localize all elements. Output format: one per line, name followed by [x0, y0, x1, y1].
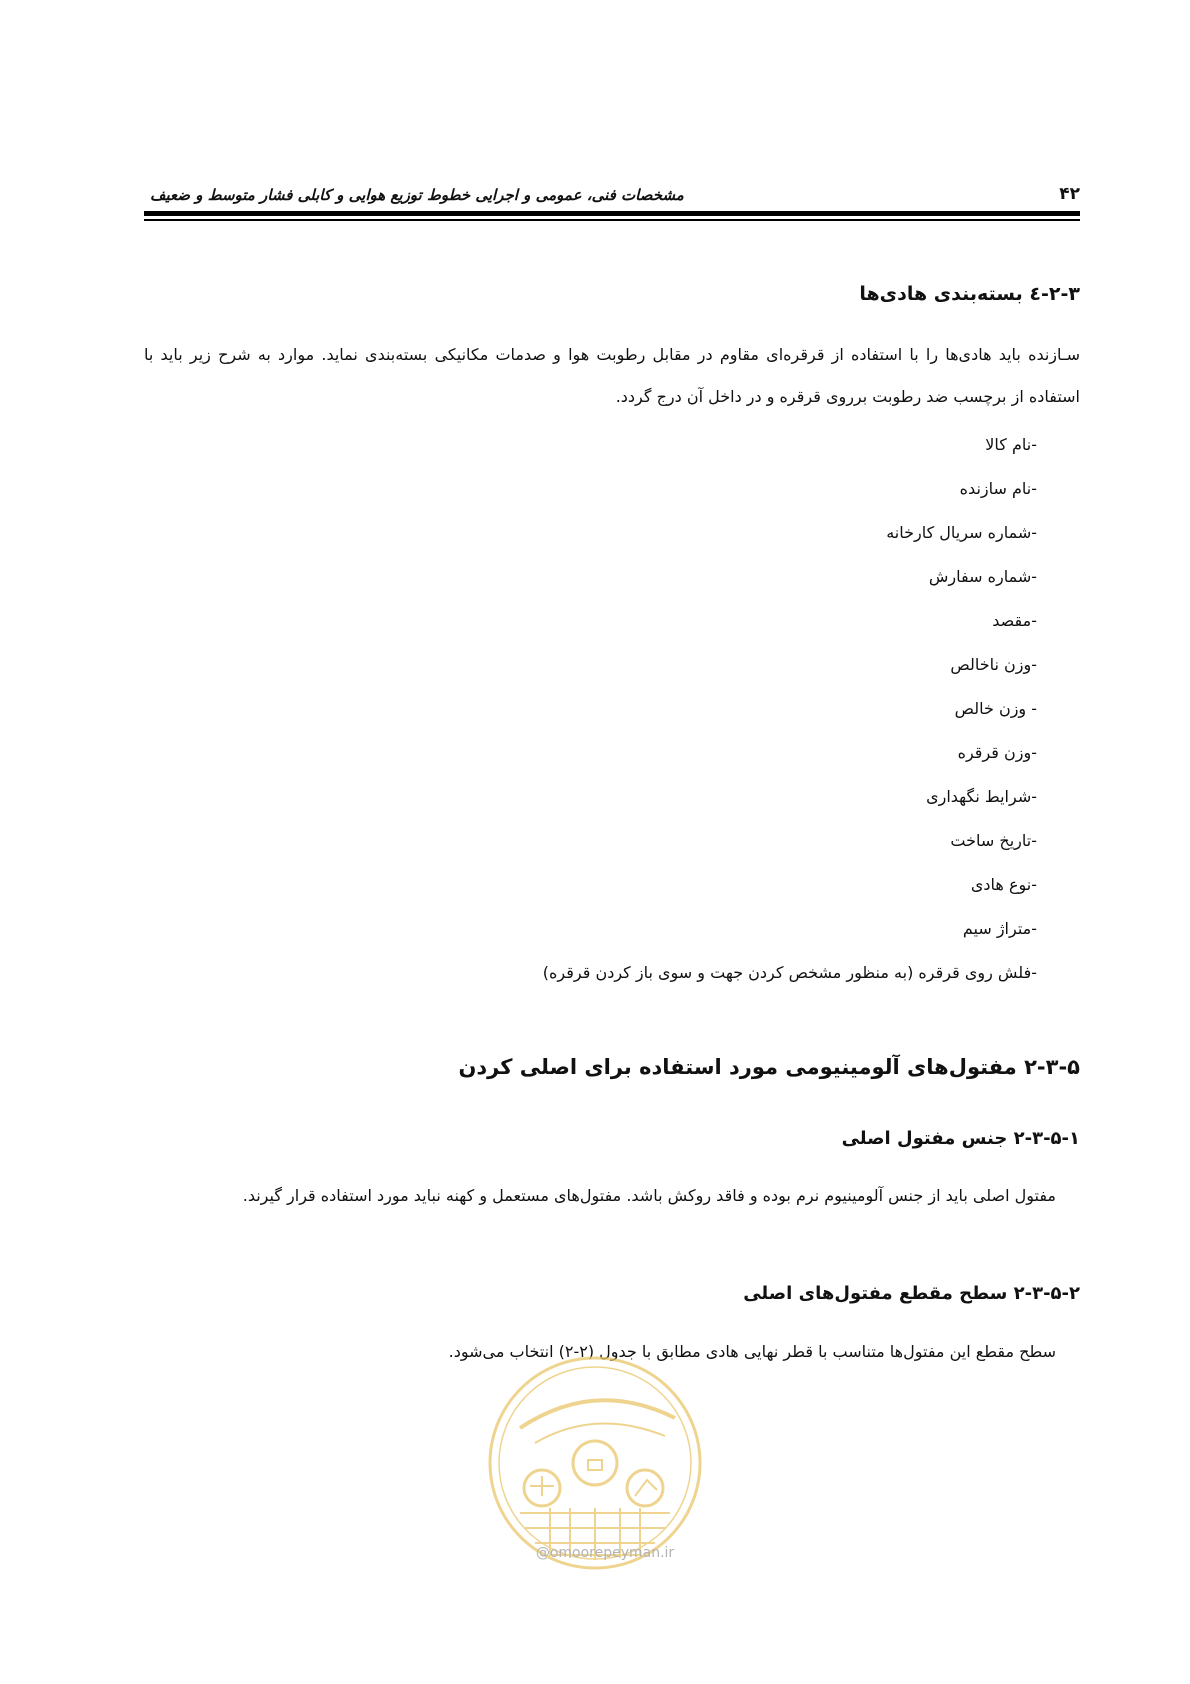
- list-item: -وزن قرقره: [957, 743, 1037, 762]
- list-item: -نام سازنده: [959, 479, 1037, 498]
- cross-section-paragraph: سطح مقطع این مفتول‌ها متناسب با قطر نهایی هادی مطابق با جدول (۲-۲) انتخاب می‌شود.: [448, 1342, 1056, 1361]
- list-item: -متراژ سیم: [962, 919, 1037, 938]
- header-rule-thin: [144, 219, 1080, 221]
- section-heading-aluminium-wires: ۲-۳-۵ مفتول‌های آلومینیومی مورد استفاده برای اصلی کردن: [458, 1055, 1080, 1079]
- watermark-url: @omoorepeyman.ir: [535, 1545, 675, 1561]
- list-item: -نوع هادی: [970, 875, 1037, 894]
- list-item: -شماره سریال کارخانه: [886, 523, 1037, 542]
- list-item: -نام کالا: [985, 435, 1037, 454]
- list-item: -وزن ناخالص: [950, 655, 1037, 674]
- list-item: - وزن خالص: [954, 699, 1037, 718]
- wire-material-paragraph: مفتول اصلی باید از جنس آلومینیوم نرم بوده و فاقد روکش باشد. مفتول‌های مستعمل و کهنه نباید مورد استفاده قرار گیرند.: [242, 1186, 1056, 1205]
- subsection-heading-cross-section: ۲-۳-۵-۲ سطح مقطع مفتول‌های اصلی: [743, 1283, 1080, 1304]
- header-rule-thick: [144, 211, 1080, 216]
- page-number: ۴۲: [1059, 184, 1080, 204]
- running-header-title: مشخصات فنی، عمومی و اجرایی خطوط توزیع هوایی و کابلی فشار متوسط و ضعیف: [150, 186, 684, 204]
- list-item: -شرایط نگهداری: [926, 787, 1037, 806]
- subsection-heading-wire-material: ۲-۳-۵-۱ جنس مفتول اصلی: [841, 1128, 1080, 1149]
- watermark-logo: [480, 1348, 710, 1578]
- packaging-paragraph: سـازنده باید هادی‌ها را با استفاده از قرقره‌ای مقاوم در مقابل رطوبت هوا و صدمات مکانیکی بسته‌بندی نماید. موارد به شرح زیر باید با استفاده از برچسب ضد رطوبت برروی قرقره و در داخل آن درج گردد.: [144, 345, 1080, 406]
- list-item: -تاریخ ساخت: [950, 831, 1037, 850]
- list-item: -فلش روی قرقره (به منظور مشخص کردن جهت و سوی باز کردن قرقره): [542, 963, 1037, 982]
- list-item: -شماره سفارش: [928, 567, 1037, 586]
- list-item: -مقصد: [992, 611, 1037, 630]
- section-heading-packaging: ۲-۳-٤ بسته‌بندی هادی‌ها: [859, 283, 1080, 305]
- label-items-list: [337, 423, 1037, 995]
